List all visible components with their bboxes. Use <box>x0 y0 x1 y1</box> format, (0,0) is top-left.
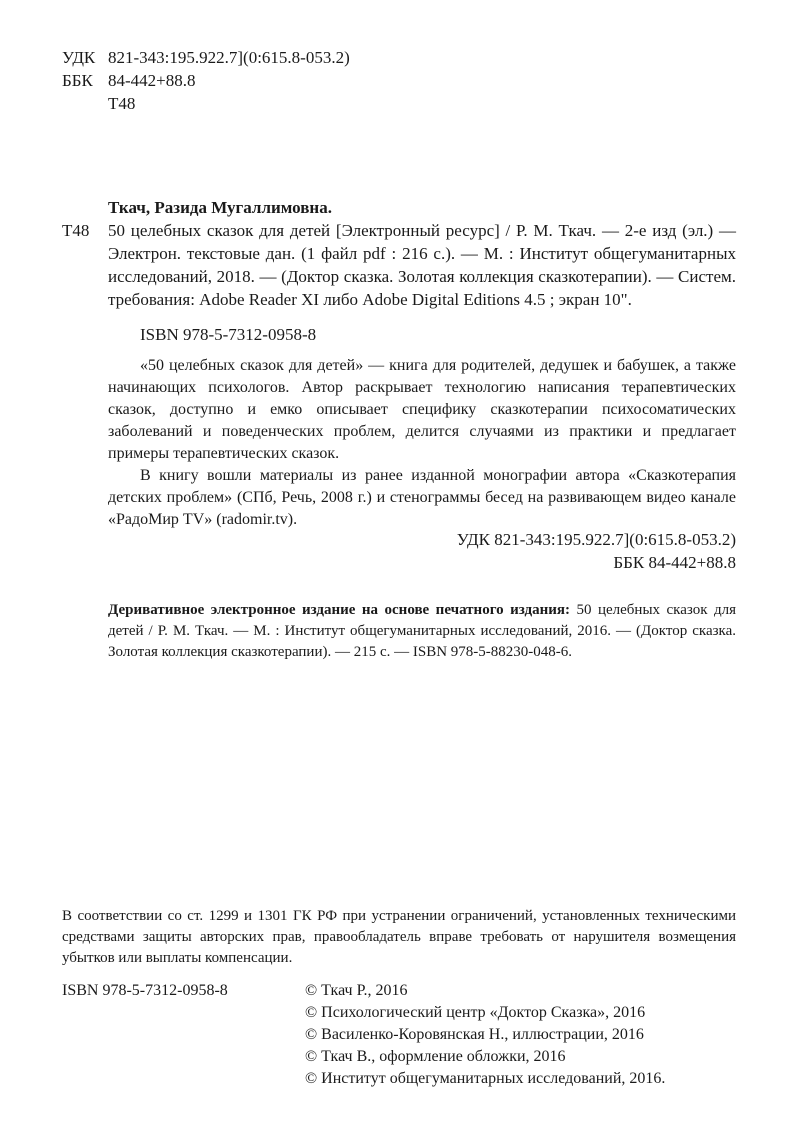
copyright-line: © Василенко-Коровянская Н., иллюстрации, 2016 <box>305 1026 644 1043</box>
annotation-paragraph-2: В книгу вошли материалы из ранее изданной монографии автора «Сказкотерапия детских проблем» (СПб, Речь, 2008 г.) и стенограммы бесед на развивающем видео канале «РадоМир TV» (radomir.tv). <box>108 467 736 528</box>
entry-author-mark: Т48 <box>62 221 90 240</box>
udk-label: УДК <box>62 48 96 67</box>
legal-notice: В соответствии со ст. 1299 и 1301 ГК РФ при устранении ограничений, установленных техническими средствами защиты авторских прав, правообладатель вправе требовать от нарушителя возмещения убытков или выплаты компенсации. <box>62 908 736 966</box>
entry-description: 50 целебных сказок для детей [Электронный ресурс] / Р. М. Ткач. — 2-е изд (эл.) — Электрон. текстовые дан. (1 файл pdf : 216 с.). — М. : Институт общегуманитарных исследований, 2018. — (Доктор сказка. Золотая коллекция сказкотерапии). — Систем. требования: Adobe Reader XI либо Adobe Digital Editions 4.5 ; экран 10". <box>108 221 736 309</box>
derivative-edition-note <box>108 600 736 663</box>
top-classification-codes <box>62 46 350 115</box>
derivative-label: Деривативное электронное издание на основе печатного издания: <box>108 602 570 618</box>
bbk-full: ББК 84-442+88.8 <box>613 553 736 572</box>
annotation-paragraph-1: «50 целебных сказок для детей» — книга для родителей, дедушек и бабушек, а также начинающих психологов. Автор раскрывает технологию написания терапевтических сказок, доступно и емко описывает специфику сказкотерапии психосоматических заболеваний и поведенческих проблем, делится случаями из практики и предлагает примеры терапевтических сказок. <box>108 357 736 462</box>
udk-value: 821-343:195.922.7](0:615.8-053.2) <box>108 48 350 67</box>
bbk-label: ББК <box>62 71 93 90</box>
bbk-row <box>62 69 350 92</box>
entry-main-row <box>62 219 736 311</box>
copyright-line: © Ткач Р., 2016 <box>305 982 408 999</box>
bbk-value: 84-442+88.8 <box>108 71 196 90</box>
copyright-list <box>305 980 665 1090</box>
bibliographic-entry <box>62 196 736 346</box>
bottom-classification-codes <box>457 528 736 574</box>
derivative-text: 50 целебных сказок для детей / Р. М. Ткач. — М. : Институт общегуманитарных исследований, 2016. — (Доктор сказка. Золотая коллекция сказкотерапии). — 215 с. — ISBN 978-5-88230-048-6. <box>108 602 736 660</box>
annotation <box>108 355 736 531</box>
udk-row <box>62 46 350 69</box>
copyright-line: © Институт общегуманитарных исследований, 2016. <box>305 1070 666 1087</box>
author-heading: Ткач, Разида Мугаллимовна. <box>108 198 332 217</box>
isbn-bottom: ISBN 978-5-7312-0958-8 <box>62 982 228 999</box>
udk-full: УДК 821-343:195.922.7](0:615.8-053.2) <box>456 530 736 549</box>
copyright-line: © Ткач В., оформление обложки, 2016 <box>305 1048 566 1065</box>
author-mark: Т48 <box>108 94 136 113</box>
entry-isbn: ISBN 978-5-7312-0958-8 <box>140 325 317 344</box>
copyright-line: © Психологический центр «Доктор Сказка», 2016 <box>305 1004 646 1021</box>
